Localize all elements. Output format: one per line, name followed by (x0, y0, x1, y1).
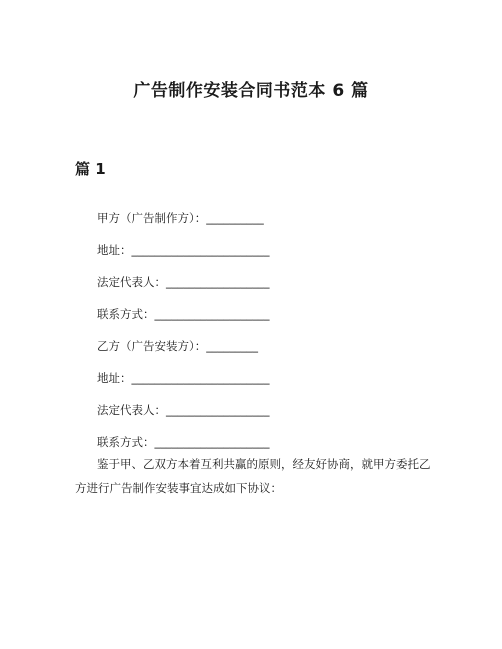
party-a-legal-rep-field: 法定代表人：__________________ (97, 275, 270, 289)
party-b-contact-field: 联系方式：____________________ (97, 435, 270, 449)
agreement-preamble: 鉴于甲、乙双方本着互利共赢的原则，经友好协商，就甲方委托乙方进行广告制作安装事宜达成如下协议： (75, 457, 431, 495)
party-b-name-field: 乙方（广告安装方）：_________ (97, 339, 258, 353)
section-heading: 篇 1 (75, 160, 106, 178)
party-b-address-field: 地址：________________________ (97, 371, 270, 385)
party-b-legal-rep-field: 法定代表人：__________________ (97, 403, 270, 417)
party-a-name-field: 甲方（广告制作方）：__________ (97, 211, 264, 225)
document-title: 广告制作安装合同书范本 6 篇 (133, 81, 369, 101)
party-a-contact-field: 联系方式：____________________ (97, 307, 270, 321)
party-a-address-field: 地址：________________________ (97, 243, 270, 257)
